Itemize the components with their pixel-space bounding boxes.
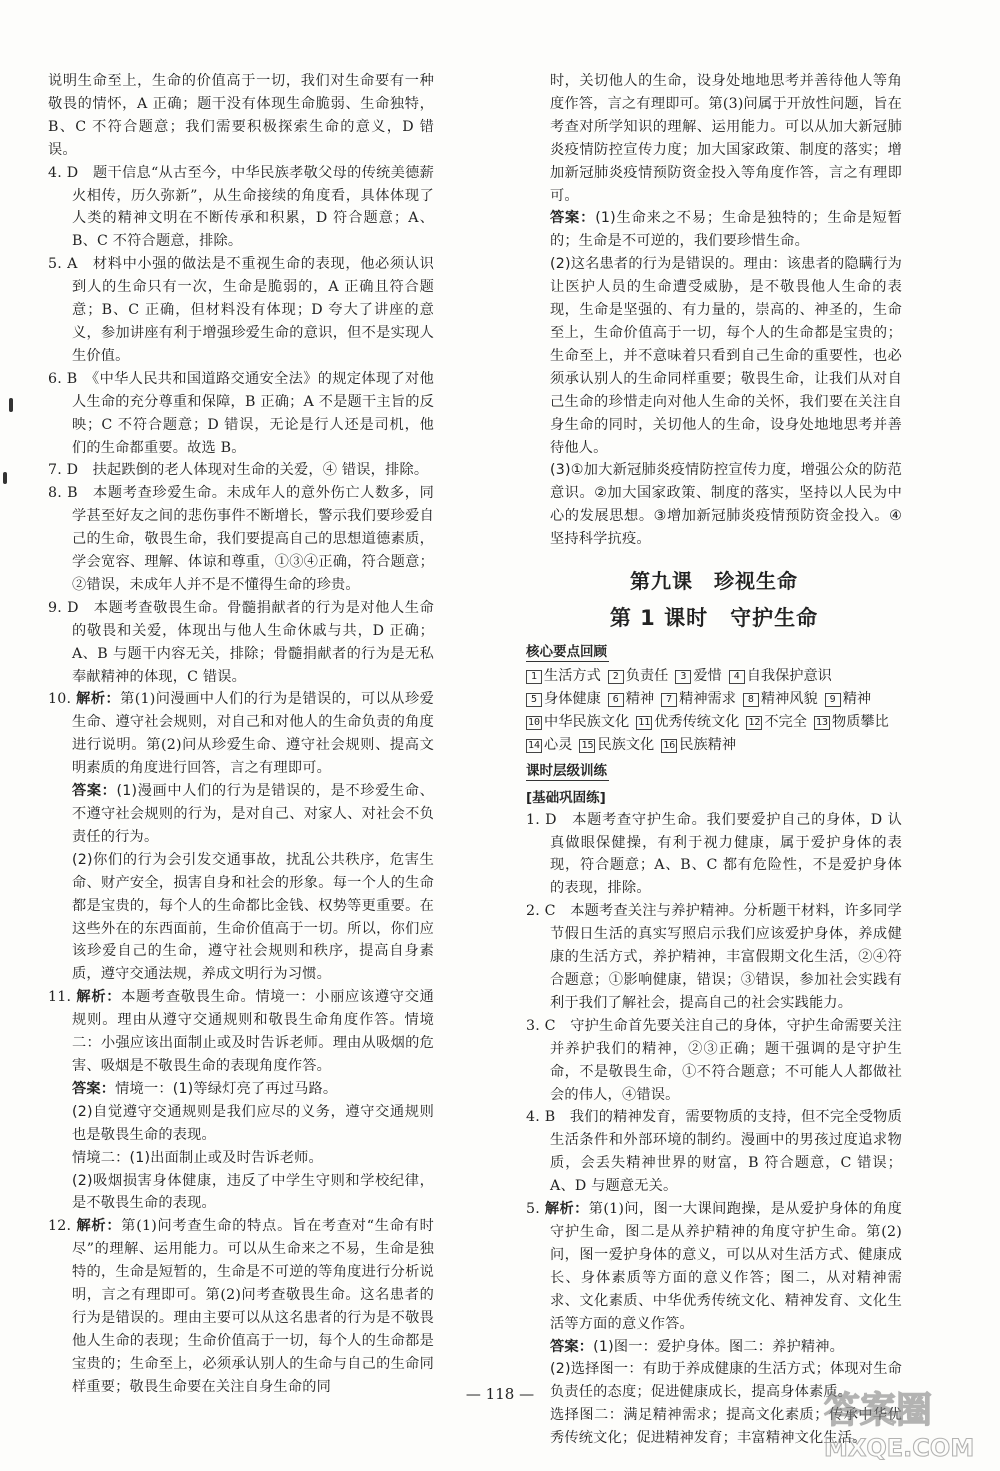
key-point-word: 精神 <box>625 690 655 707</box>
key-point-word: 身体健康 <box>544 690 601 707</box>
sub-title: 第 1 课时 守护生命 <box>609 606 819 631</box>
key-point-number: 4 <box>729 670 745 684</box>
paragraph: 答案：(1)生命来之不易；生命是独特的；生命是短暂的；生命是不可逆的，我们要珍惜生命。 <box>550 210 903 250</box>
key-point-number: 6 <box>608 693 624 707</box>
left-column <box>48 70 434 1399</box>
key-point <box>526 711 629 734</box>
key-point-word: 生活方式 <box>544 668 601 685</box>
lesson-title: 第九课 珍视生命 <box>630 569 798 594</box>
key-point-word: 负责任 <box>625 668 669 685</box>
paragraph: 答案：情境一：(1)等绿灯亮了再过马路。 <box>72 1080 338 1097</box>
key-point-word: 爱惜 <box>693 668 722 685</box>
paragraph: 答案：(1)图一：爱护身体。图二：养护精神。 <box>550 1338 845 1355</box>
key-point-number: 2 <box>608 670 624 684</box>
key-point-word: 精神需求 <box>679 690 736 707</box>
page-number: — 118 — <box>465 1385 535 1403</box>
key-point-number: 3 <box>675 670 691 684</box>
section-core-review: 核心要点回顾 <box>526 640 609 662</box>
paragraph: 答案：(1)漫画中人们的行为是错误的，是不珍爱生命、不遵守社会规则的行为，是对自己、对家人、对社会不负责任的行为。 <box>72 783 435 845</box>
key-point-word: 民族文化 <box>597 736 655 753</box>
paragraph: 4. B 我们的精神发育，需要物质的支持，但不完全受物质生活条件和外部环境的制约。漫画中的男孩过度追求物质，会丢失精神世界的财富，B 符合题意，C 错误；A、D 与题意无关。 <box>526 1109 902 1195</box>
paragraph: (2)这名患者的行为是错误的。理由：该患者的隐瞒行为让医护人员的生命遭受威胁，是不敬畏他人生命的表现，生命是坚强的、有力量的，崇高的、神圣的，生命至上，生命价值高于一切，每个人的生命都是宝贵的；生命至上，并不意味着只看到自己生命的重要性，也必须承认别人的生命同样重要；敬畏生命，让我们从对自己生命的珍惜走向对他人生命的关怀，我们要在关注自身生命的同时，关切他人的生命，设身处地地思考并善待他人。 <box>550 256 902 456</box>
paragraph: (2)吸烟损害身体健康，违反了中学生守则和学校纪律，是不敬畏生命的表现。 <box>72 1172 434 1212</box>
watermark-bottom: MXQE.COM <box>824 1434 975 1462</box>
paragraph: 9. D 本题考查敬畏生命。骨髓捐献者的行为是对他人生命的敬畏和关爱，体现出与他人生命休戚与共，D 正确；A、B 与题干内容无关，排除；骨髓捐献者的行为是无私奉献精神的体现，C 错误。 <box>48 599 434 685</box>
key-point-number: 1 <box>526 670 542 684</box>
paragraph: 5. A 材料中小强的做法是不重视生命的表现，他必须认识到人的生命只有一次，生命是脆弱的，A 正确且符合题意；B、C 正确，但材料没有体现；D 夸大了讲座的意义，参加讲座有利于增强珍爱生命的意识，但不是实现人生价值。 <box>48 256 434 364</box>
paragraph: 时，关切他人的生命，设身处地地思考并善待他人等角度作答，言之有理即可。第(3)问属于开放性问题，旨在考查对所学知识的理解、运用能力。可以从加大新冠肺炎疫情防控宣传力度；加大国家政策、制度的落实；增加新冠肺炎疫情预防资金投入等角度作答，言之有理即可。 <box>550 73 902 204</box>
key-points-list <box>526 665 902 757</box>
key-point <box>814 711 889 734</box>
key-point-number: 13 <box>816 716 829 728</box>
right-column <box>526 70 902 1450</box>
key-point <box>729 665 832 688</box>
key-point-number: 9 <box>825 693 841 707</box>
paragraph: 5. 解析：第(1)问，图一大课间跑操，是从爱护身体的角度守护生命，图二是从养护精神的角度守护生命。第(2)问，图一爱护身体的意义，可以从对生活方式、健康成长、身体素质等方面的意义作答；图二，从对精神需求、文化素质、中华优秀传统文化、精神发育、文化生活等方面的意义作答。 <box>526 1201 902 1332</box>
right-bottom-paragraphs <box>526 809 902 1450</box>
paragraph: 选择图二：满足精神需求；提高文化素质；传承中华优秀传统文化；促进精神发育；丰富精神文化生活。 <box>550 1407 902 1447</box>
key-point-number: 7 <box>661 693 677 707</box>
paragraph: 12. 解析：第(1)问考查生命的特点。旨在考查对“生命有时尽”的理解、运用能力。可以从生命来之不易，生命是独特的，生命是短暂的，生命是不可逆的等角度进行分析说明，言之有理即可。第(2)问考查敬畏生命。这名患者的行为是错误的。理由主要可以从这名患者的行为是不敬畏他人生命的表现；生命价值高于一切，每个人的生命都是宝贵的；生命至上，必须承认别人的生命与自己的生命同样重要；敬畏生命要在关注自身生命的同 <box>48 1218 434 1395</box>
key-point <box>608 665 669 688</box>
paragraph: (2)自觉遵守交通规则是我们应尽的义务，遵守交通规则也是敬畏生命的表现。 <box>72 1103 434 1143</box>
key-point-number: 14 <box>528 739 541 751</box>
key-point <box>608 688 654 711</box>
paragraph: 说明生命至上，生命的价值高于一切，我们对生命要有一种敬畏的情怀，A 正确；题干没有体现生命脆弱、生命独特，B、C 不符合题意；我们需要积极探索生命的意义，D 错误。 <box>48 73 434 158</box>
key-point-number: 16 <box>663 739 676 751</box>
key-point-number: 5 <box>526 693 542 707</box>
margin-mark <box>9 398 13 412</box>
section-training: 课时层级训练 <box>526 759 609 781</box>
paragraph: 3. C 守护生命首先要关注自己的身体，守护生命需要关注并养护我们的精神，②③正确；题干强调的是守护生命，不是敬畏生命，①不符合题意；不可能人人都做社会的伟人，④错误。 <box>526 1017 902 1103</box>
key-point <box>636 711 739 734</box>
paragraph: 4. D 题干信息“从古至今，中华民族孝敬父母的传统美德薪火相传，历久弥新”，从生命接续的角度看，具体体现了人类的精神文明在不断传承和积累，D 符合题意；A、B、C 不符合题意，排除。 <box>48 164 434 250</box>
key-point-number: 15 <box>581 739 594 751</box>
watermark-top: 答案圈 <box>824 1390 933 1431</box>
paragraph: 情境二：(1)出面制止或及时告诉老师。 <box>72 1149 323 1166</box>
paragraph: 2. C 本题考查关注与养护精神。分析题干材料，许多同学节假日生活的真实写照启示我们应该爱护身体，养成健康的生活方式，养护精神，丰富假期文化生活，②④符合题意；①影响健康，错误；③错误，参加社会实践有利于我们了解社会，提高自己的社会实践能力。 <box>526 903 902 1011</box>
paragraph: (3)①加大新冠肺炎疫情防控宣传力度，增强公众的防范意识。②加大国家政策、制度的落实，坚持以人民为中心的发展思想。③增加新冠肺炎疫情预防资金投入。④坚持科学抗疫。 <box>550 462 902 548</box>
paragraph: (2)你们的行为会引发交通事故，扰乱公共秩序，危害生命、财产安全，损害自身和社会的形象。每一个人的生命都是宝贵的，每个人的生命都比金钱、权势等更重要。在这些外在的东西面前，生命价值高于一切。所以，你们应该珍爱自己的生命，遵守社会规则和秩序，提高自身素质，遵守交通法规，养成文明行为习惯。 <box>72 851 434 983</box>
paragraph: 11. 解析：本题考查敬畏生命。情境一：小丽应该遵守交通规则。理由从遵守交通规则和敬畏生命角度作答。情境二：小强应该出面制止或及时告诉老师。理由从吸烟的危害、吸烟是不敬畏生命的表现角度作答。 <box>48 989 435 1074</box>
key-point <box>526 734 572 757</box>
key-point <box>743 688 818 711</box>
key-point <box>526 688 601 711</box>
key-point <box>661 734 736 757</box>
paragraph: 1. D 本题考查守护生命。我们要爱护自己的身体，D 认真做眼保健操，有利于视力健康，属于爱护身体的表现，符合题意；A、B、C 都有危险性，不是爱护身体的表现，排除。 <box>526 811 902 897</box>
key-point-word: 精神风貌 <box>760 690 818 707</box>
key-point-word: 自我保护意识 <box>746 668 832 685</box>
key-point <box>526 665 601 688</box>
key-point <box>661 688 736 711</box>
paragraph: 8. B 本题考查珍爱生命。未成年人的意外伤亡人数多，同学甚至好友之间的悲伤事件不断增长，警示我们要珍爱自己的生命，敬畏生命，我们要提高自己的思想道德素质，学会宽容、理解、体谅和尊重，①③④正确，符合题意；②错误，未成年人并不是不懂得生命的珍贵。 <box>48 485 434 593</box>
paragraph: (2)选择图一：有助于养成健康的生活方式；体现对生命负责任的态度；促进健康成长，提高身体素质。 <box>550 1361 902 1401</box>
key-point <box>746 711 807 734</box>
key-point-word: 物质攀比 <box>832 713 889 730</box>
key-point-word: 优秀传统文化 <box>654 713 740 730</box>
key-point-word: 中华民族文化 <box>544 713 630 730</box>
key-point <box>579 734 654 757</box>
key-point <box>675 665 721 688</box>
paragraph: 7. D 扶起跌倒的老人体现对生命的关爱，④ 错误，排除。 <box>48 462 429 479</box>
key-point-word: 精神 <box>842 690 872 707</box>
key-point-number: 10 <box>528 716 541 728</box>
key-point-number: 11 <box>638 716 651 728</box>
paragraph: 10. 解析：第(1)问漫画中人们的行为是错误的，可以从珍爱生命、遵守社会规则，对自己和对他人的生命负责的角度进行说明。第(2)问从珍爱生命、遵守社会规则、提高文明素质的角度进行回答，言之有理即可。 <box>48 691 435 777</box>
key-point-word: 不完全 <box>764 713 807 730</box>
key-point-number: 8 <box>743 693 759 707</box>
key-point-number: 12 <box>748 716 761 728</box>
key-point-word: 民族精神 <box>679 736 737 753</box>
basic-practice-label: [基础巩固练] <box>526 789 606 806</box>
key-point <box>825 688 871 711</box>
margin-mark <box>3 472 7 484</box>
paragraph: 6. B 《中华人民共和国道路交通安全法》的规定体现了对他人生命的充分尊重和保障，B 正确；A 不是题干主旨的反映；C 不符合题意；D 错误，无论是行人还是司机，他们的生命都重要。故选 B。 <box>48 370 434 456</box>
right-top-paragraphs <box>526 70 902 551</box>
watermark-logo <box>820 1380 985 1462</box>
key-point-word: 心灵 <box>544 736 573 753</box>
